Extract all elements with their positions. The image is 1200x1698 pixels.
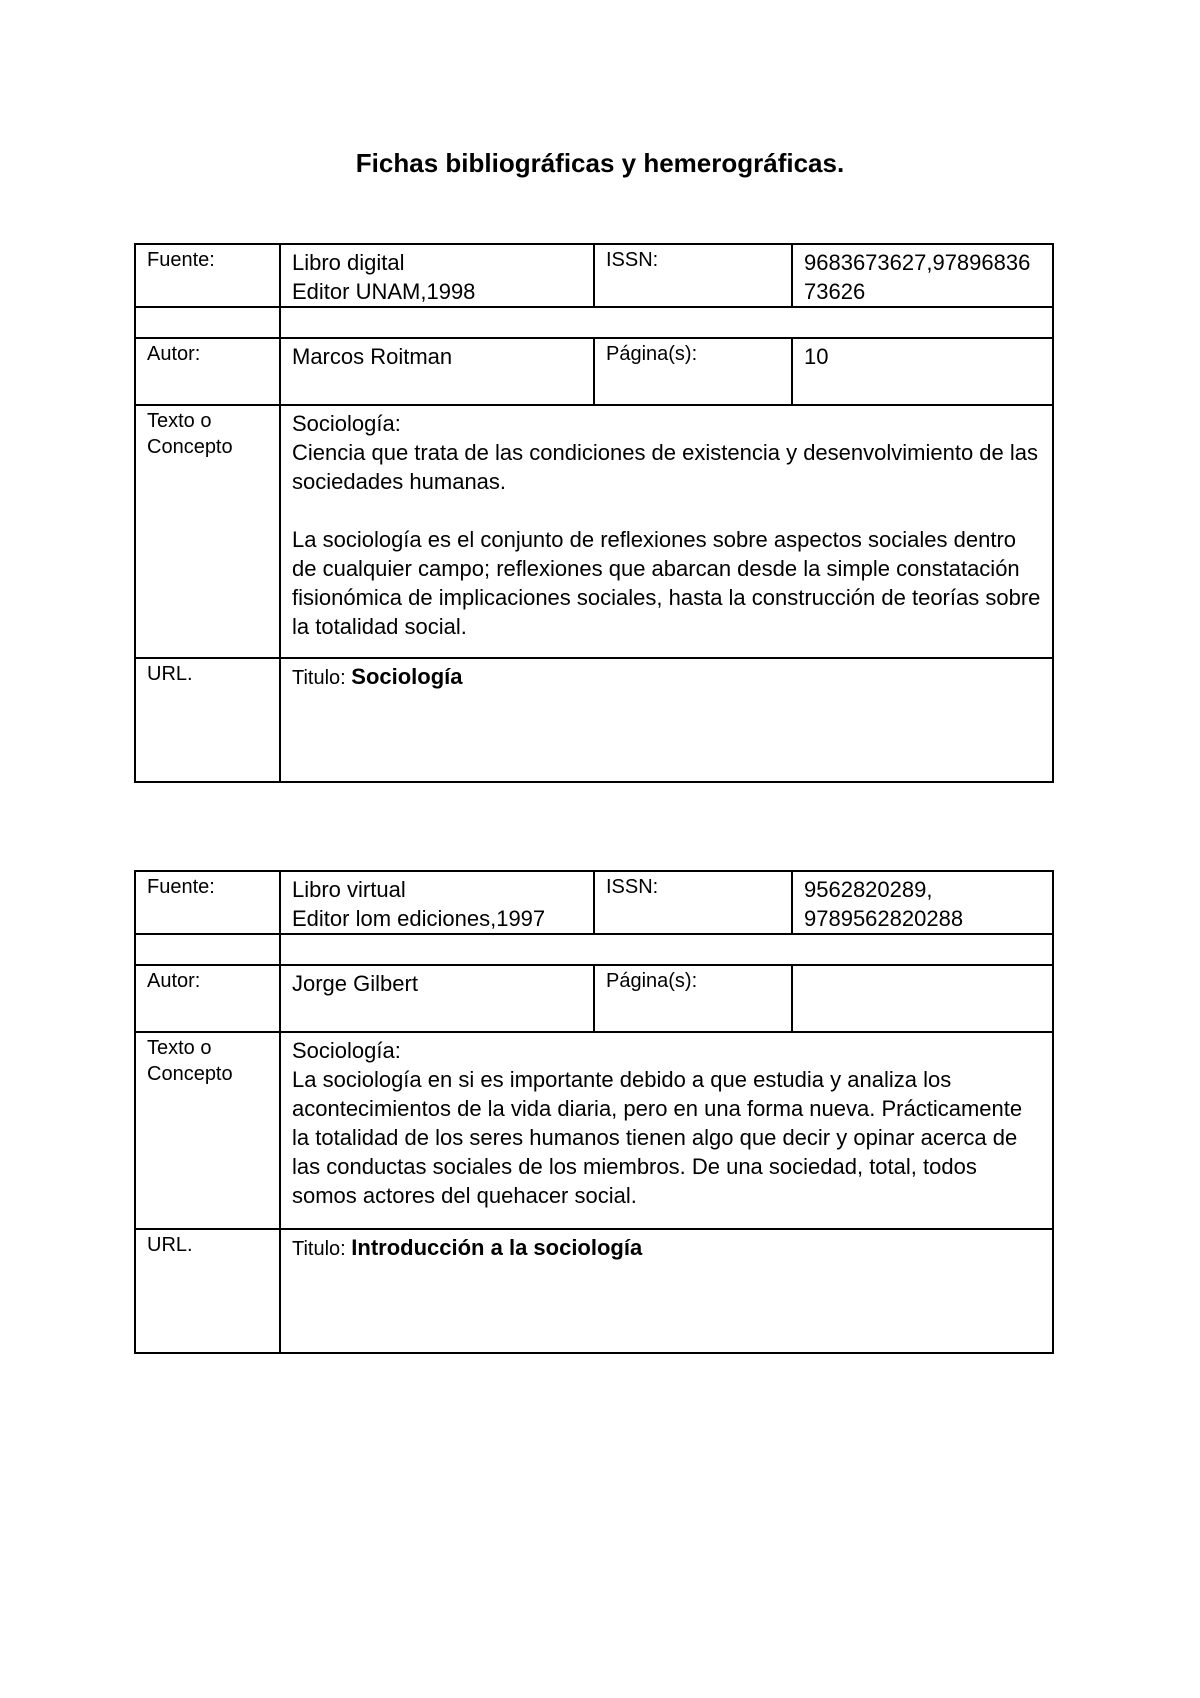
spacer-cell [280,307,1053,338]
paginas-value [792,965,1053,1032]
ficha-card-1 [134,243,1054,783]
paginas-label: Página(s): [594,965,792,1032]
spacer-cell [135,934,280,965]
autor-label: Autor: [135,338,280,405]
url-label: URL. [135,1229,280,1353]
titulo-label: Titulo: [292,1238,352,1260]
autor-value: Marcos Roitman [280,338,594,405]
spacer-cell [280,934,1053,965]
autor-row [135,338,1053,405]
spacer-row [135,934,1053,965]
document-title: Fichas bibliográficas y hemerográficas. [355,148,845,178]
concepto-value: Sociología: La sociología en si es importante debido a que estudia y analiza los acontecimientos de la vida diaria, pero en una forma nueva. Prácticamente la totalidad de los seres humanos tienen algo que decir y opinar acerca de las conductas sociales de los miembros. De una sociedad, total, todos somos actores del quehacer social. [280,1032,1053,1229]
spacer-cell [135,307,280,338]
titulo-cell [280,1229,1053,1353]
url-row [135,658,1053,782]
fuente-row [135,244,1053,307]
spacer-row [135,307,1053,338]
issn-label: ISSN: [594,244,792,307]
fuente-value: Libro virtual Editor lom ediciones,1997 [280,871,594,934]
concepto-label: Texto o Concepto [135,405,280,658]
concepto-label: Texto o Concepto [135,1032,280,1229]
fuente-row [135,871,1053,934]
fuente-label: Fuente: [135,871,280,934]
titulo-label: Titulo: [292,667,352,689]
issn-value: 9562820289, 9789562820288 [792,871,1053,934]
fuente-value: Libro digital Editor UNAM,1998 [280,244,594,307]
concepto-row [135,1032,1053,1229]
titulo-cell [280,658,1053,782]
ficha-card-2 [134,870,1054,1354]
autor-value: Jorge Gilbert [280,965,594,1032]
url-label: URL. [135,658,280,782]
paginas-label: Página(s): [594,338,792,405]
autor-label: Autor: [135,965,280,1032]
url-row [135,1229,1053,1353]
issn-label: ISSN: [594,871,792,934]
concepto-value: Sociología: Ciencia que trata de las condiciones de existencia y desenvolvimiento de las sociedades humanas. La sociología es el conjunto de reflexiones sobre aspectos sociales dentro de cualquier campo; reflexiones que abarcan desde la simple constatación fisionómica de implicaciones sociales, hasta la construcción de teorías sobre la totalidad social. [280,405,1053,658]
titulo-value: Sociología [351,664,463,689]
concepto-row [135,405,1053,658]
paginas-value: 10 [792,338,1053,405]
fuente-label: Fuente: [135,244,280,307]
issn-value: 9683673627,9789683673626 [792,244,1053,307]
autor-row [135,965,1053,1032]
titulo-value: Introducción a la sociología [351,1235,643,1260]
